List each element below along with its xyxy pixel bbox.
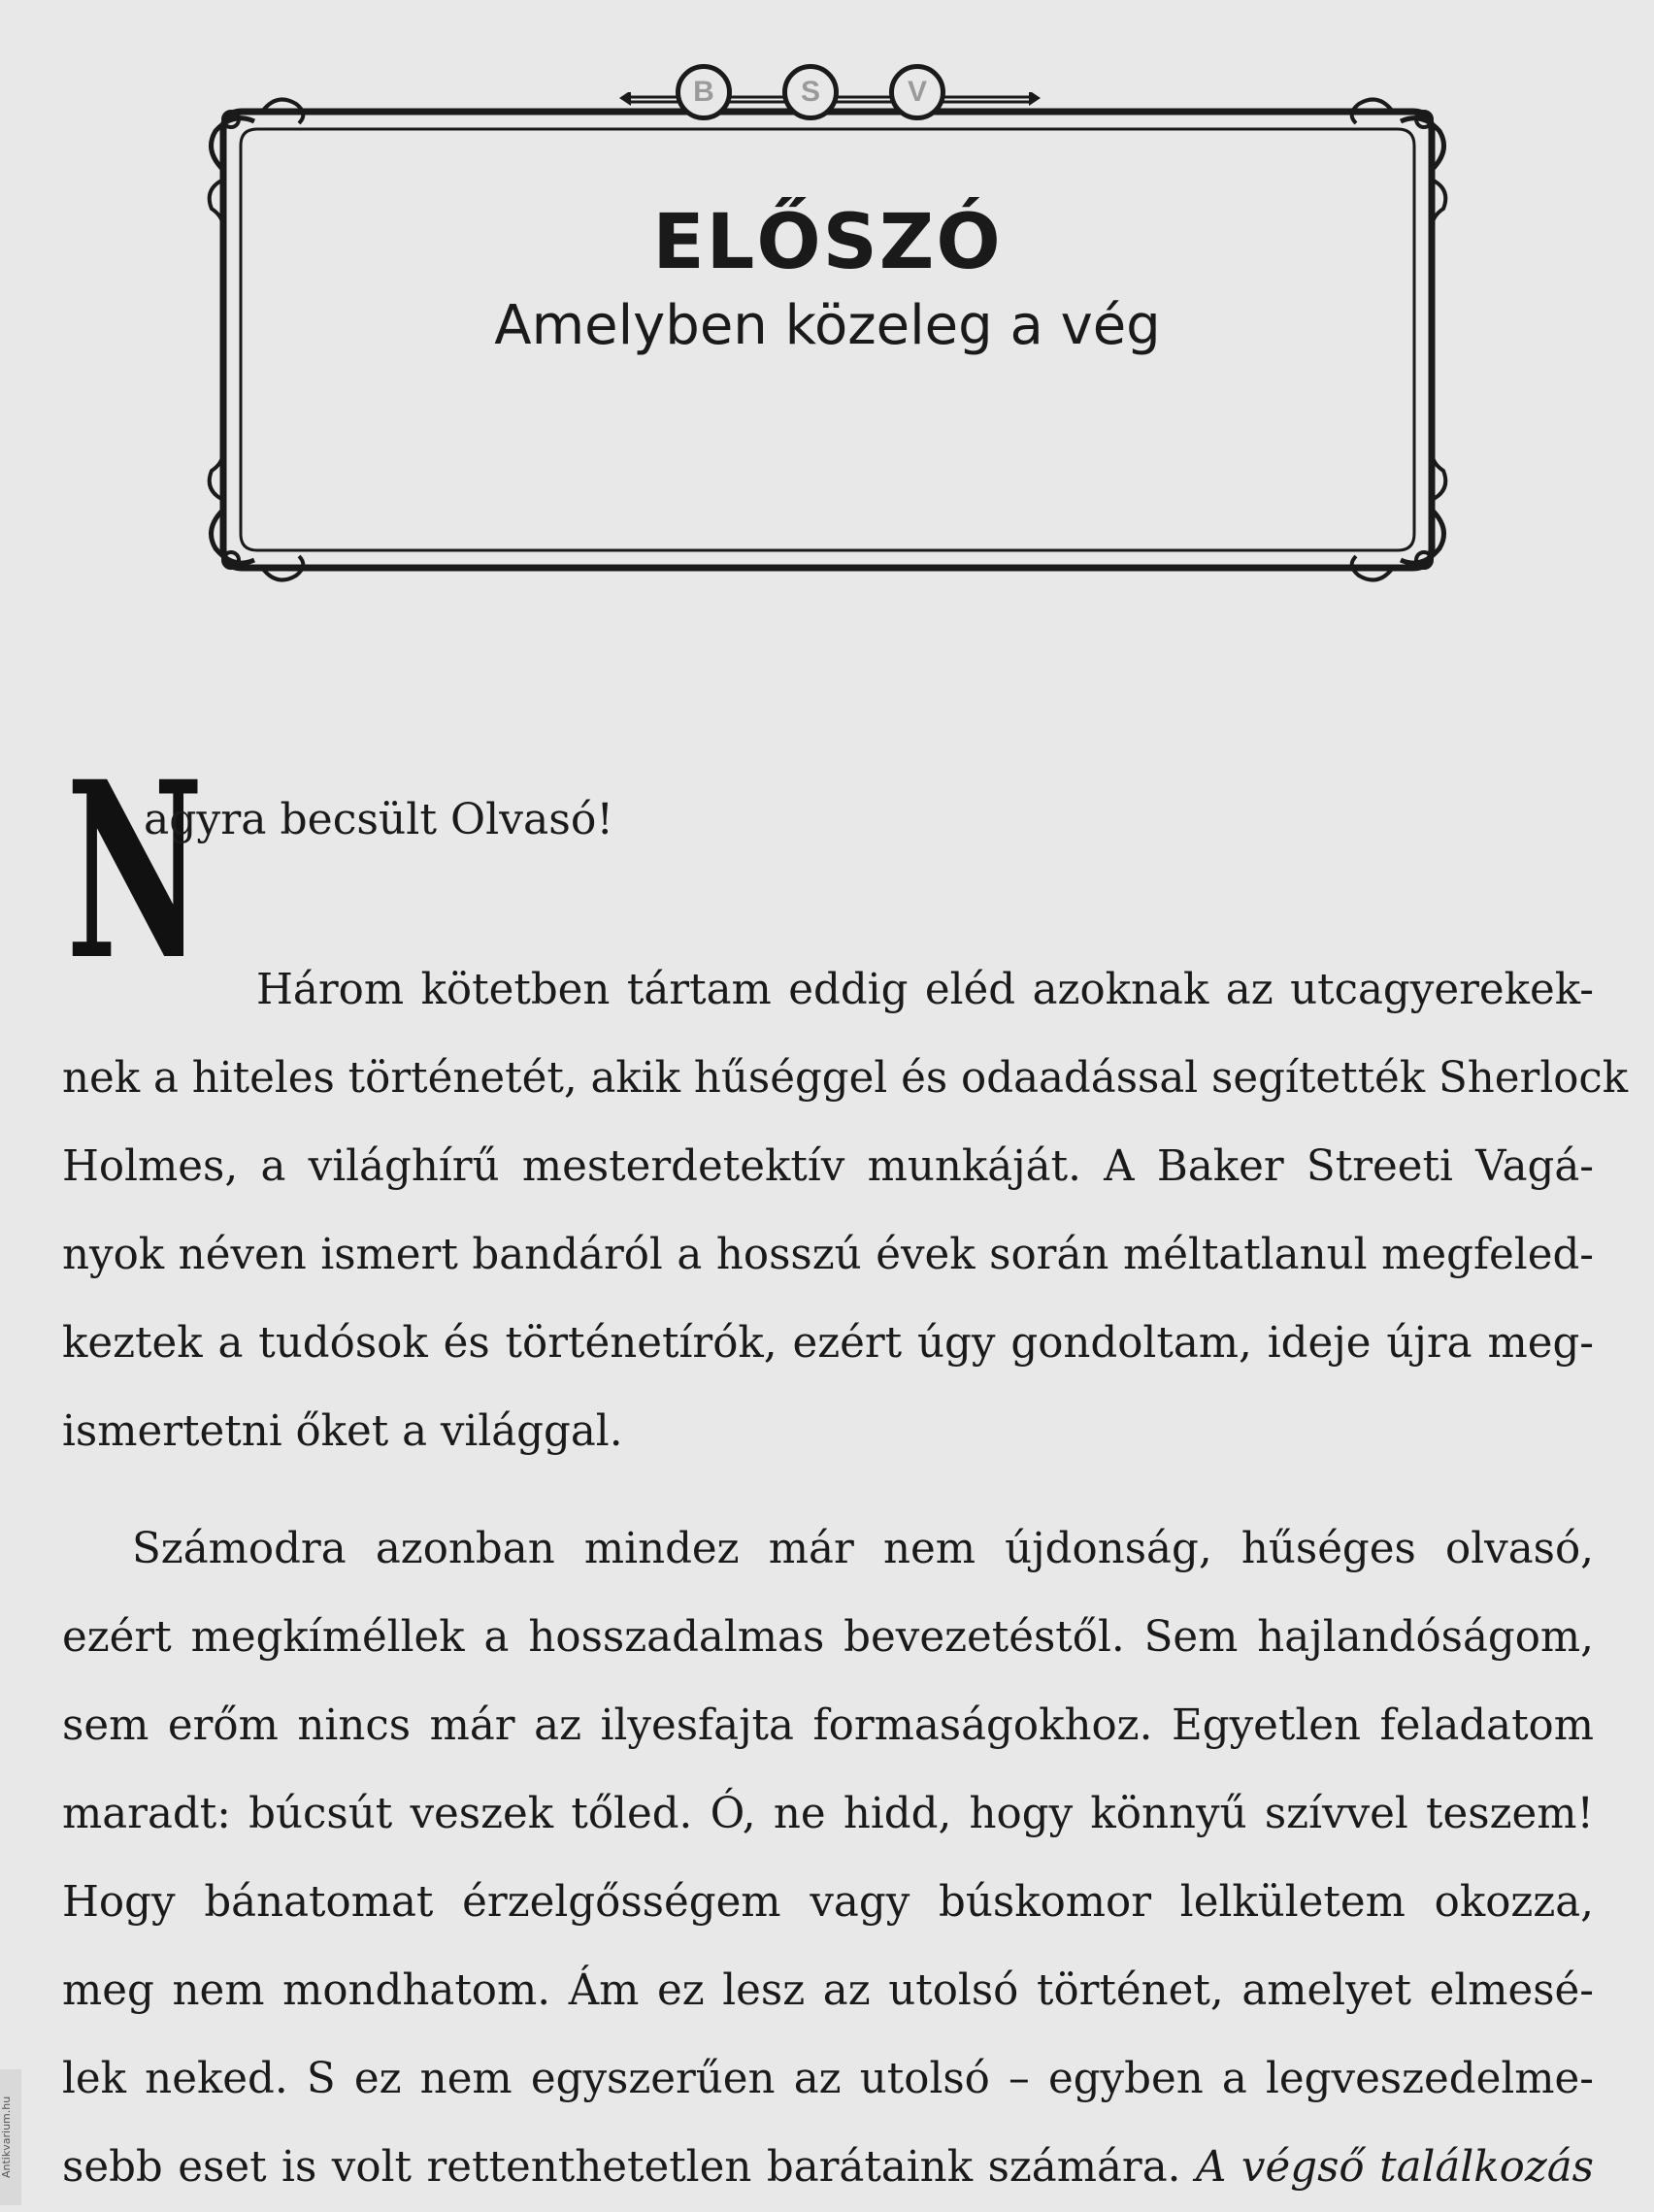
chapter-title: ELŐSZÓ — [652, 199, 1003, 286]
text-line: nek a hiteles történetét, akik hűséggel és odaadással segítették Sherlock — [62, 1054, 1629, 1103]
text-line: Hogy bánatomat érzelgősségem vagy búskomor lelkületem okozza, — [62, 1878, 1594, 1927]
text-line: Számodra azonban mindez már nem újdonság, hűséges olvasó, — [132, 1525, 1594, 1573]
salutation: agyra becsült Olvasó! — [144, 795, 613, 844]
text-line: maradt: búcsút veszek tőled. Ó, ne hidd, hogy könnyű szívvel teszem! — [62, 1790, 1594, 1838]
text-line: ezért megkíméllek a hosszadalmas bevezetéstől. Sem hajlandóságom, — [62, 1613, 1594, 1662]
text-line: meg nem mondhatom. Ám ez lesz az utolsó történet, amelyet elmesé- — [62, 1966, 1594, 2015]
badge-v: V — [889, 64, 945, 120]
text-line: Holmes, a világhírű mesterdetektív munkáját. A Baker Streeti Vagá- — [62, 1142, 1594, 1191]
text-line: Három kötetben tártam eddig eléd azoknak az utcagyerekek- — [256, 966, 1594, 1014]
text-line-prefix: sebb eset is volt rettenthetetlen barátaink számára. — [62, 2143, 1196, 2192]
badge-row — [650, 64, 971, 120]
badge-b: B — [676, 64, 732, 120]
text-line: keztek a tudósok és történetírók, ezért úgy gondoltam, ideje újra meg- — [62, 1319, 1594, 1368]
chapter-subtitle: Amelyben közeleg a vég — [494, 294, 1161, 357]
text-line: nyok néven ismert bandáról a hosszú évek során méltatlanul megfeled- — [62, 1231, 1594, 1279]
badge-s: S — [782, 64, 839, 120]
body-text — [62, 946, 1629, 2212]
watermark: Antikvarium.hu — [0, 2069, 21, 2205]
text-line: ismertetni őket a világgal. — [62, 1407, 623, 1456]
drop-cap: N — [66, 728, 204, 1013]
text-line: lek neked. S ez nem egyszerűen az utolsó – egyben a legveszedelme- — [62, 2055, 1594, 2103]
book-title-italic: A végső találkozás — [1196, 2143, 1595, 2192]
text-line: sem erőm nincs már az ilyesfajta formaságokhoz. Egyetlen feladatom — [62, 1701, 1594, 1750]
text-line-final — [62, 2124, 1594, 2212]
